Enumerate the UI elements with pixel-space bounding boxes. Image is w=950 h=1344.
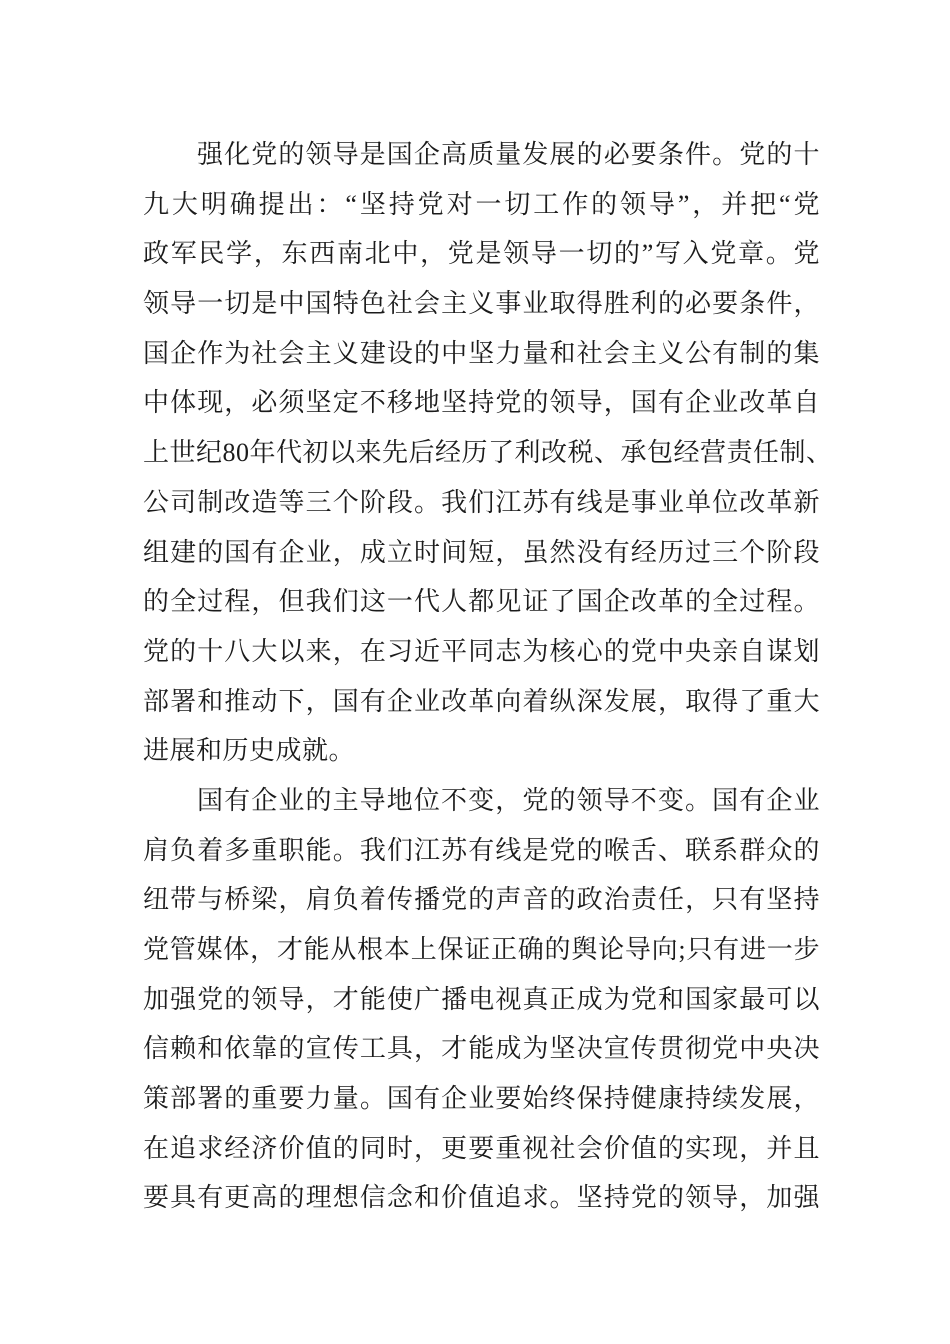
paragraph xyxy=(143,130,833,776)
text-line: 国企作为社会主义建设的中坚力量和社会主义公有制的集 xyxy=(143,338,820,368)
text-line: 国有企业的主导地位不变，党的领导不变。国有企业 xyxy=(197,785,820,815)
text-line: 组建的国有企业，成立时间短，虽然没有经历过三个阶段 xyxy=(143,537,820,567)
text-line: 加强党的领导，才能使广播电视真正成为党和国家最可以 xyxy=(143,984,820,1014)
text-line: 党管媒体，才能从根本上保证正确的舆论导向;只有进一步 xyxy=(143,935,820,964)
text-line: 中体现，必须坚定不移地坚持党的领导，国有企业改革自 xyxy=(143,388,820,418)
text-line: 进展和历史成就。 xyxy=(143,736,356,766)
text-line: 领导一切是中国特色社会主义事业取得胜利的必要条件， xyxy=(143,289,820,319)
text-line: 九大明确提出：“坚持党对一切工作的领导”，并把“党 xyxy=(143,189,820,219)
text-line: 要具有更高的理想信念和价值追求。坚持党的领导，加强 xyxy=(143,1183,820,1213)
text-line: 信赖和依靠的宣传工具，才能成为坚决宣传贯彻党中央决 xyxy=(143,1034,820,1064)
text-line: 政军民学，东西南北中，党是领导一切的”写入党章。党 xyxy=(143,239,820,269)
text-block xyxy=(143,130,833,1223)
text-line: 在追求经济价值的同时，更要重视社会价值的实现，并且 xyxy=(143,1133,820,1163)
text-line: 上世纪80年代初以来先后经历了利改税、承包经营责任制、 xyxy=(143,438,833,468)
text-line: 的全过程，但我们这一代人都见证了国企改革的全过程。 xyxy=(143,587,820,617)
text-line: 部署和推动下，国有企业改革向着纵深发展，取得了重大 xyxy=(143,686,820,716)
text-line: 策部署的重要力量。国有企业要始终保持健康持续发展， xyxy=(143,1084,820,1114)
text-line: 肩负着多重职能。我们江苏有线是党的喉舌、联系群众的 xyxy=(143,835,820,865)
text-line: 公司制改造等三个阶段。我们江苏有线是事业单位改革新 xyxy=(143,487,820,517)
paragraph xyxy=(143,776,820,1223)
text-line: 纽带与桥梁，肩负着传播党的声音的政治责任，只有坚持 xyxy=(143,885,820,915)
text-line: 强化党的领导是国企高质量发展的必要条件。党的十 xyxy=(197,140,820,169)
text-line: 党的十八大以来，在习近平同志为核心的党中央亲自谋划 xyxy=(143,636,820,666)
